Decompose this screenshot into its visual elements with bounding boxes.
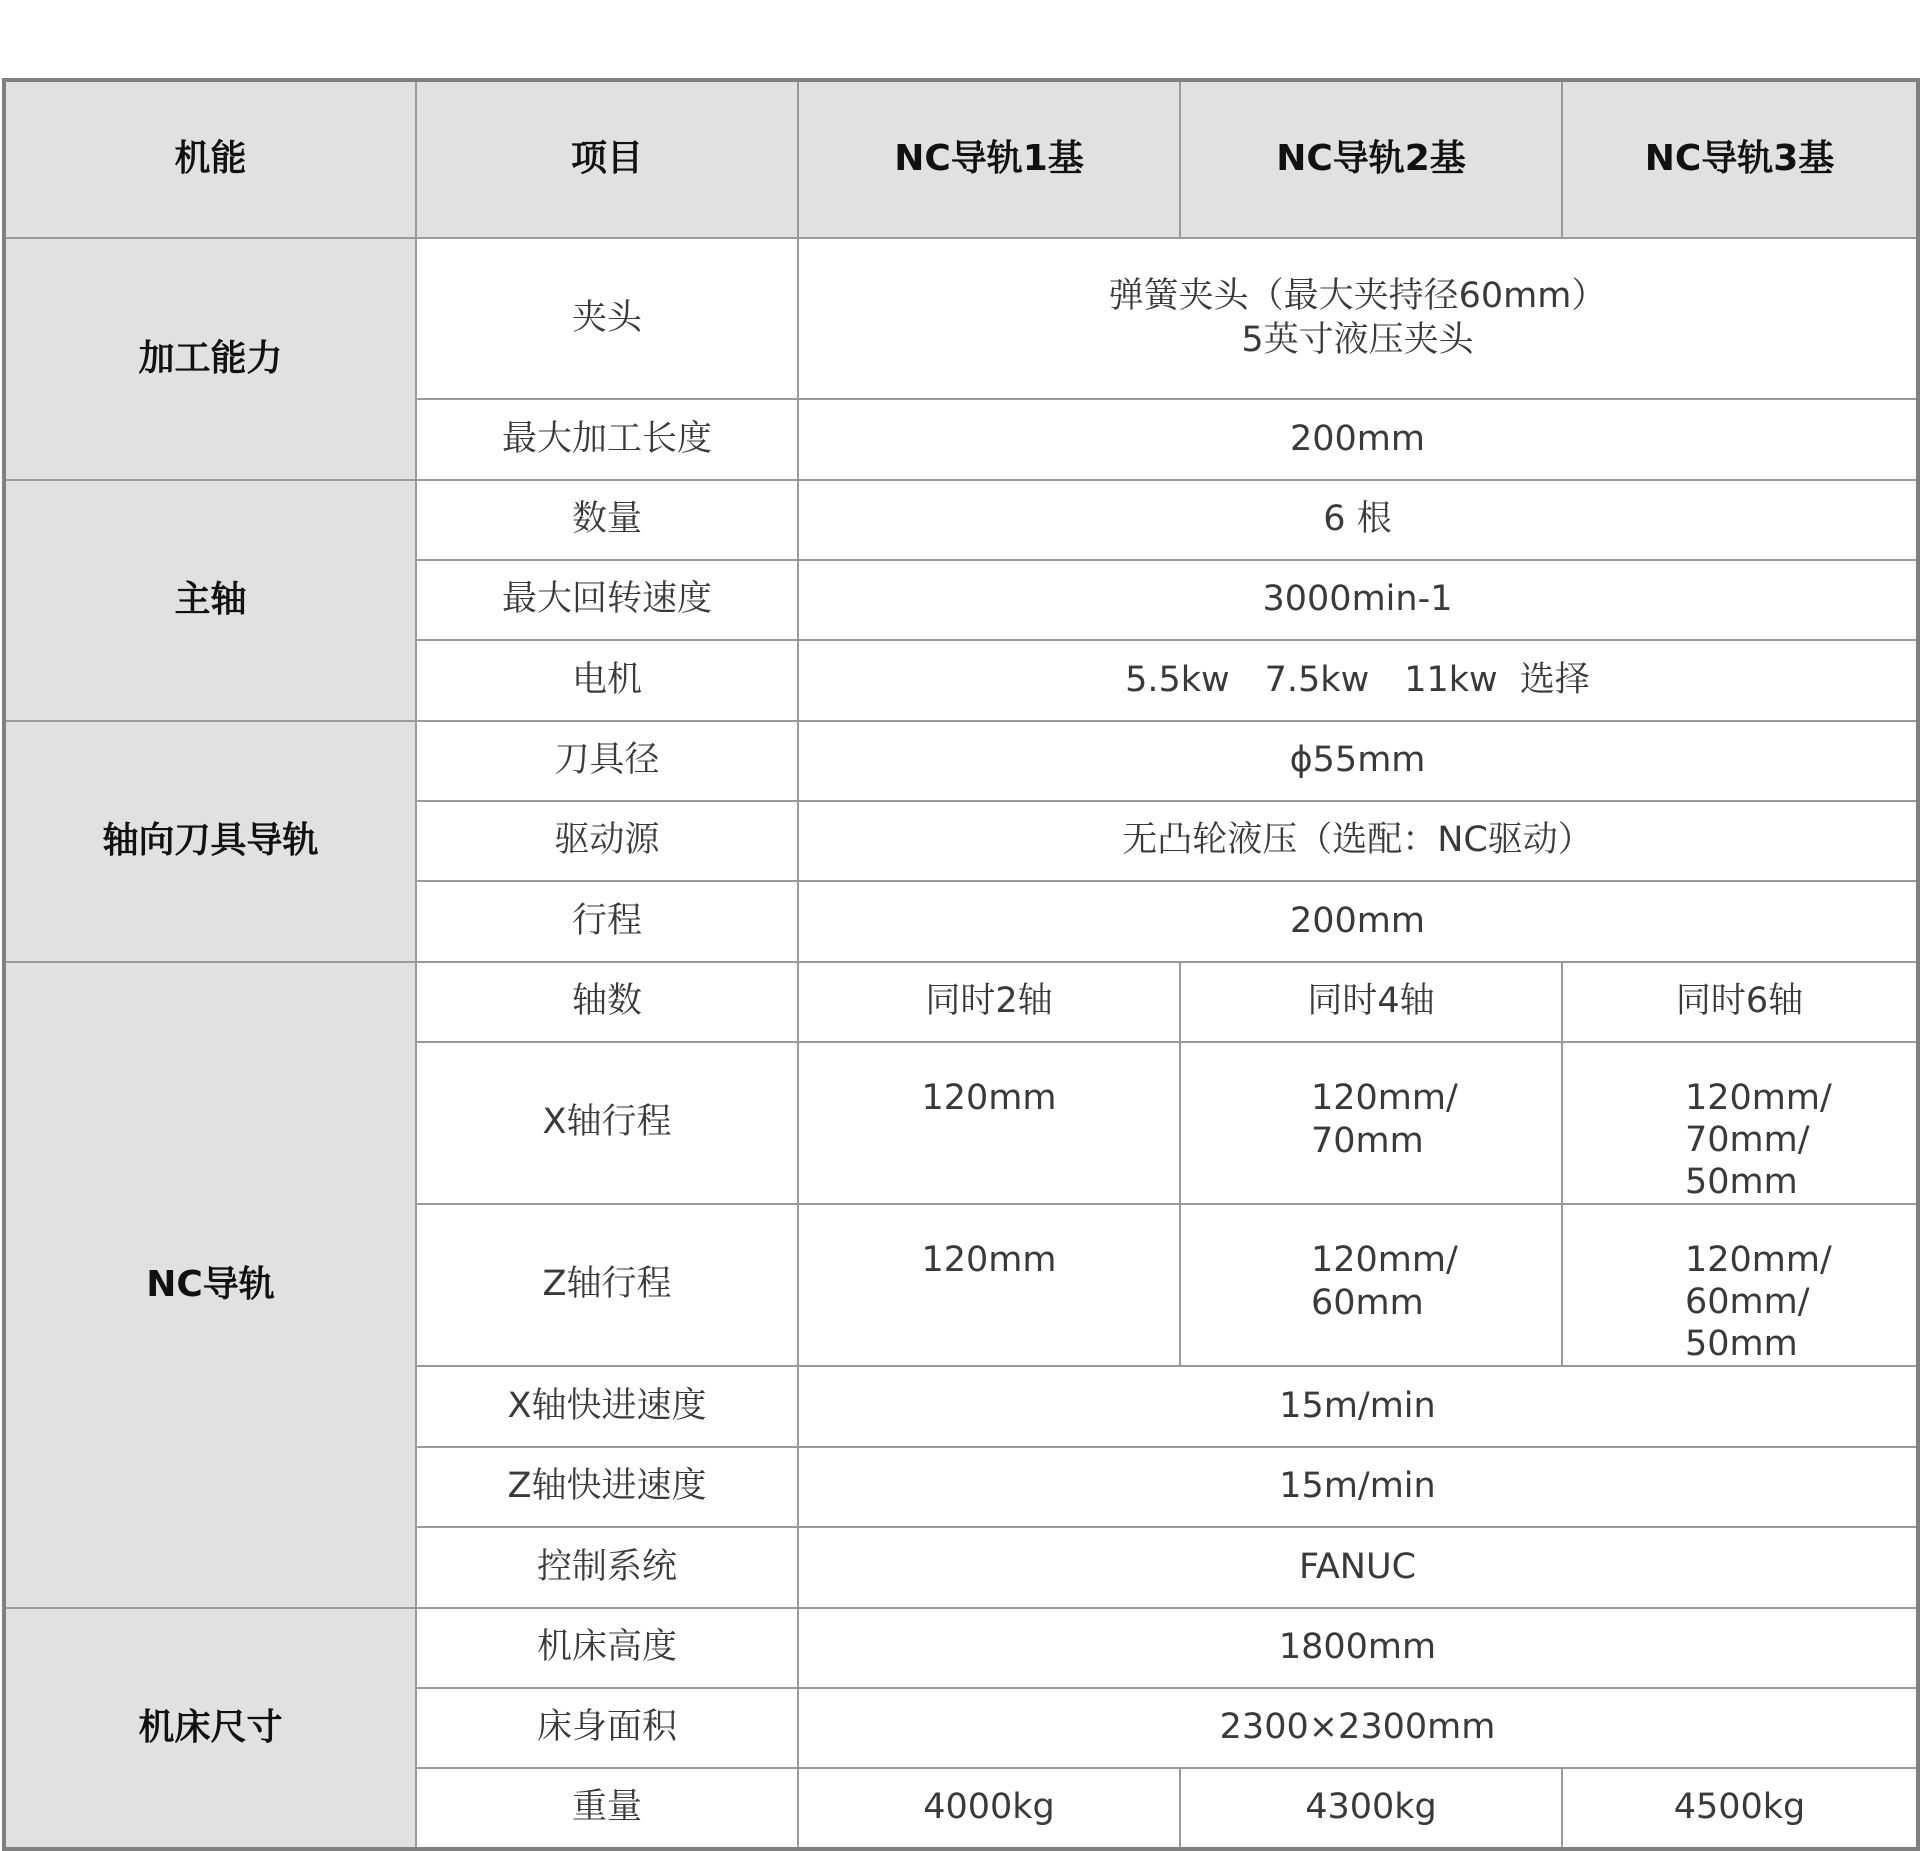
header-item: 项目 (416, 80, 798, 238)
cell-col2 (1180, 1204, 1562, 1366)
x-stroke-col2-line1: 120mm/ (1311, 1078, 1458, 1118)
row-label: Z轴行程 (416, 1204, 798, 1366)
z-stroke-col2-line1: 120mm/ (1311, 1240, 1458, 1280)
cell-col3 (1562, 1042, 1918, 1204)
row-label: 最大加工长度 (416, 399, 798, 480)
row-label: 控制系统 (416, 1527, 798, 1608)
row-label: 轴数 (416, 962, 798, 1042)
row-label: 行程 (416, 881, 798, 962)
row-label: 床身面积 (416, 1688, 798, 1768)
spec-table (2, 78, 1920, 1851)
row-label: 数量 (416, 480, 798, 560)
row-label: X轴快进速度 (416, 1366, 798, 1447)
header-row (4, 80, 1918, 238)
row-value: ϕ55mm (798, 721, 1918, 801)
cell-col2: 4300kg (1180, 1768, 1562, 1849)
row-value: FANUC (798, 1527, 1918, 1608)
row-label: Z轴快进速度 (416, 1447, 798, 1527)
table-row (4, 238, 1918, 399)
row-value (798, 238, 1918, 399)
chuck-line1: 弹簧夹头（最大夹持径60mm） (1108, 276, 1607, 317)
row-label: 电机 (416, 640, 798, 721)
row-value: 15m/min (798, 1366, 1918, 1447)
cell-col3: 同时6轴 (1562, 962, 1918, 1042)
group-machine-size: 机床尺寸 (4, 1608, 416, 1849)
table-row (4, 480, 1918, 560)
z-stroke-col1-line1: 120mm (921, 1240, 1057, 1280)
group-axial-tool: 轴向刀具导轨 (4, 721, 416, 962)
cell-col3: 4500kg (1562, 1768, 1918, 1849)
row-value: 15m/min (798, 1447, 1918, 1527)
row-value: 1800mm (798, 1608, 1918, 1688)
row-label: 最大回转速度 (416, 560, 798, 640)
row-value: 无凸轮液压（选配：NC驱动） (798, 801, 1918, 881)
row-value: 200mm (798, 881, 1918, 962)
row-value: 5.5kw 7.5kw 11kw 选择 (798, 640, 1918, 721)
x-stroke-col1-line1: 120mm (921, 1078, 1057, 1118)
row-label: 刀具径 (416, 721, 798, 801)
row-value: 3000min-1 (798, 560, 1918, 640)
group-nc-rail: NC导轨 (4, 962, 416, 1608)
header-col2: NC导轨2基 (1180, 80, 1562, 238)
cell-col1 (798, 1204, 1180, 1366)
group-spindle: 主轴 (4, 480, 416, 721)
row-value: 2300×2300mm (798, 1688, 1918, 1768)
cell-col1: 同时2轴 (798, 962, 1180, 1042)
cell-col3 (1562, 1204, 1918, 1366)
x-stroke-col3-line2: 70mm/ (1685, 1120, 1810, 1160)
cell-col2 (1180, 1042, 1562, 1204)
row-label: 重量 (416, 1768, 798, 1849)
header-function: 机能 (4, 80, 416, 238)
row-label: 机床高度 (416, 1608, 798, 1688)
group-machining: 加工能力 (4, 238, 416, 480)
table-row (4, 962, 1918, 1042)
chuck-line2: 5英寸液压夹头 (1241, 319, 1474, 360)
row-value: 6 根 (798, 480, 1918, 560)
header-col3: NC导轨3基 (1562, 80, 1918, 238)
z-stroke-col3-line2: 60mm/ (1685, 1282, 1810, 1322)
header-col1: NC导轨1基 (798, 80, 1180, 238)
x-stroke-col3-line1: 120mm/ (1685, 1078, 1832, 1118)
row-label: 夹头 (416, 238, 798, 399)
x-stroke-col3-line3: 50mm (1685, 1162, 1798, 1202)
row-label: X轴行程 (416, 1042, 798, 1204)
table-row (4, 721, 1918, 801)
x-stroke-col2-line2: 70mm (1311, 1121, 1424, 1162)
cell-col2: 同时4轴 (1180, 962, 1562, 1042)
row-value: 200mm (798, 399, 1918, 480)
z-stroke-col3-line1: 120mm/ (1685, 1240, 1832, 1280)
z-stroke-col2-line2: 60mm (1311, 1283, 1424, 1324)
z-stroke-col3-line3: 50mm (1685, 1324, 1798, 1364)
cell-col1: 4000kg (798, 1768, 1180, 1849)
row-label: 驱动源 (416, 801, 798, 881)
cell-col1 (798, 1042, 1180, 1204)
table-row (4, 1608, 1918, 1688)
